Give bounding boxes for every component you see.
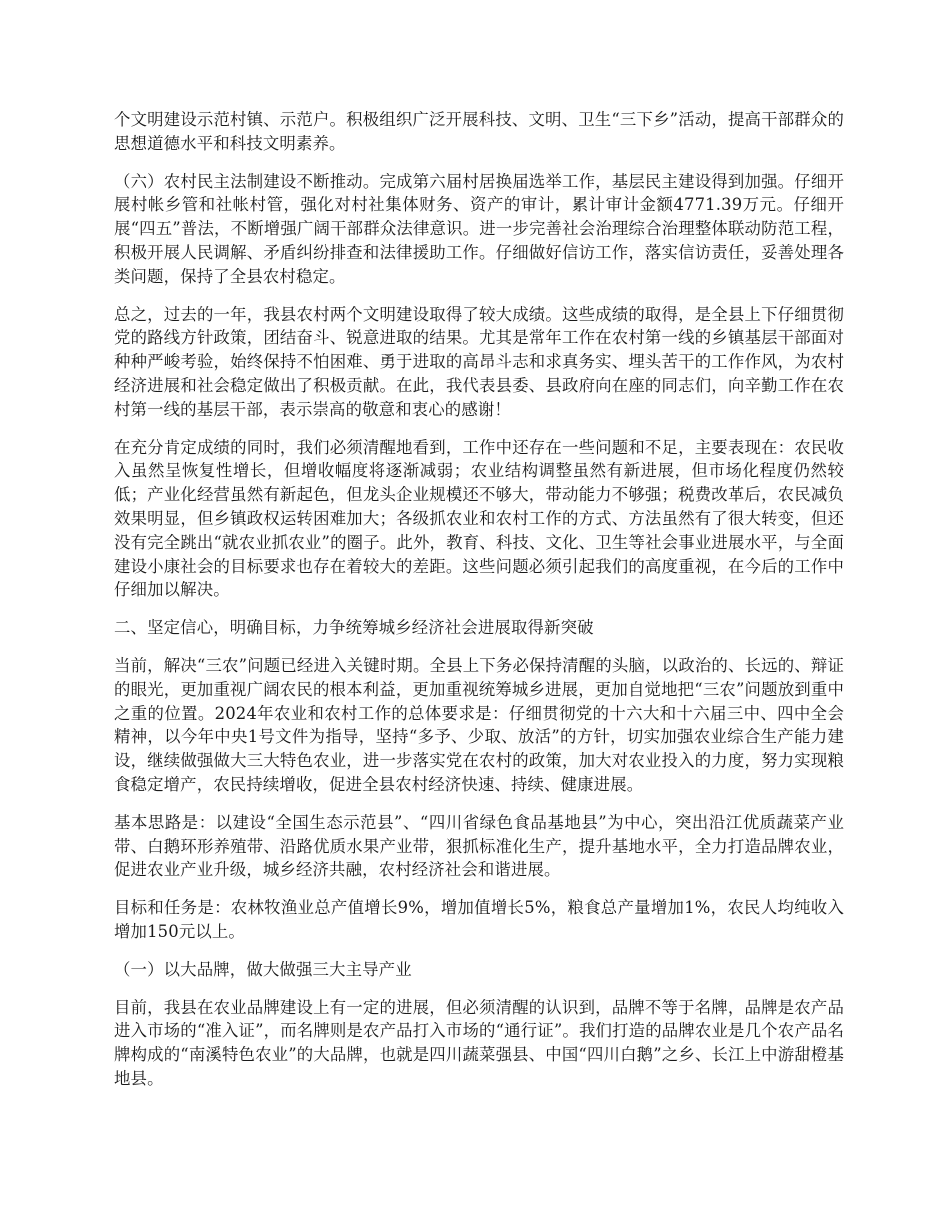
paragraph-goals: 目标和任务是：农林牧渔业总产值增长9%，增加值增长5%，粮食总产量增加1%，农民人均纯收入增加150元以上。 [114, 898, 844, 941]
paragraph-summary: 总之，过去的一年，我县农村两个文明建设取得了较大成绩。这些成绩的取得，是全县上下仔细贯彻党的路线方针政策，团结奋斗、锐意进取的结果。尤其是常年工作在农村第一线的乡镇基层干部面对种种严峻考验，始终保持不怕困难、勇于进取的高昂斗志和求真务实、埋头苦干的工作作风，为农村经济进展和社会稳定做出了积极贡献。在此，我代表县委、县政府向在座的同志们，向辛勤工作在农村第一线的基层干部，表示崇高的敬意和衷心的感谢！ [114, 304, 844, 419]
document-body [114, 108, 844, 1105]
paragraph-problems: 在充分肯定成绩的同时，我们必须清醒地看到，工作中还存在一些问题和不足，主要表现在：农民收入虽然呈恢复性增长，但增收幅度将逐渐减弱；农业结构调整虽然有新进展，但市场化程度仍然较低；产业化经营虽然有新起色，但龙头企业规模还不够大，带动能力不够强；税费改革后，农民减负效果明显，但乡镇政权运转困难加大；各级抓农业和农村工作的方式、方法虽然有了很大转变，但还没有完全跳出“就农业抓农业”的圈子。此外，教育、科技、文化、卫生等社会事业进展水平，与全面建设小康社会的目标要求也存在着较大的差距。这些问题必须引起我们的高度重视，在今后的工作中仔细加以解决。 [114, 437, 844, 600]
subheading-brand: （一）以大品牌，做大做强三大主导产业 [114, 959, 412, 979]
paragraph-rural-democracy: （六）农村民主法制建设不断推动。完成第六届村居换届选举工作，基层民主建设得到加强。仔细开展村帐乡管和社帐村管，强化对村社集体财务、资产的审计，累计审计金额4771.39万元。仔细开展“四五”普法，不断增强广阔干部群众法律意识。进一步完善社会治理综合治理整体联动防范工程，积极开展人民调解、矛盾纠纷排查和法律援助工作。仔细做好信访工作，落实信访责任，妥善处理各类问题，保持了全县农村稳定。 [114, 171, 844, 286]
paragraph-basic-approach: 基本思路是：以建设“全国生态示范县”、“四川省绿色食品基地县”为中心，突出沿江优质蔬菜产业带、白鹅环形养殖带、沿路优质水果产业带，狠抓标准化生产，提升基地水平，全力打造品牌农业，促进农业产业升级，城乡经济共融，农村经济社会和谐进展。 [114, 812, 844, 880]
paragraph-current-situation: 当前，解决“三农”问题已经进入关键时期。全县上下务必保持清醒的头脑，以政治的、长远的、辩证的眼光，更加重视广阔农民的根本利益，更加重视统筹城乡进展，更加自觉地把“三农”问题放到重中之重的位置。2024年农业和农村工作的总体要求是：仔细贯彻党的十六大和十六届三中、四中全会精神，以今年中央1号文件为指导，坚持“多予、少取、放活”的方针，切实加强农业综合生产能力建设，继续做强做大三大特色农业，进一步落实党在农村的政策，加大对农业投入的力度，努力实现粮食稳定增产，农民持续增收，促进全县农村经济快速、持续、健康进展。 [114, 655, 844, 794]
paragraph-brand-building: 目前，我县在农业品牌建设上有一定的进展，但必须清醒的认识到，品牌不等于名牌，品牌是农产品进入市场的“准入证”，而名牌则是农产品打入市场的“通行证”。我们打造的品牌农业是几个农产品名牌构成的“南溪特色农业”的大品牌，也就是四川蔬菜强县、中国“四川白鹅”之乡、长江上中游甜橙基地县。 [114, 997, 844, 1088]
section-heading-two: 二、坚定信心，明确目标，力争统筹城乡经济社会进展取得新突破 [114, 618, 594, 638]
paragraph-civilization-villages: 个文明建设示范村镇、示范户。积极组织广泛开展科技、文明、卫生“三下乡”活动，提高干部群众的思想道德水平和科技文明素养。 [114, 110, 844, 153]
